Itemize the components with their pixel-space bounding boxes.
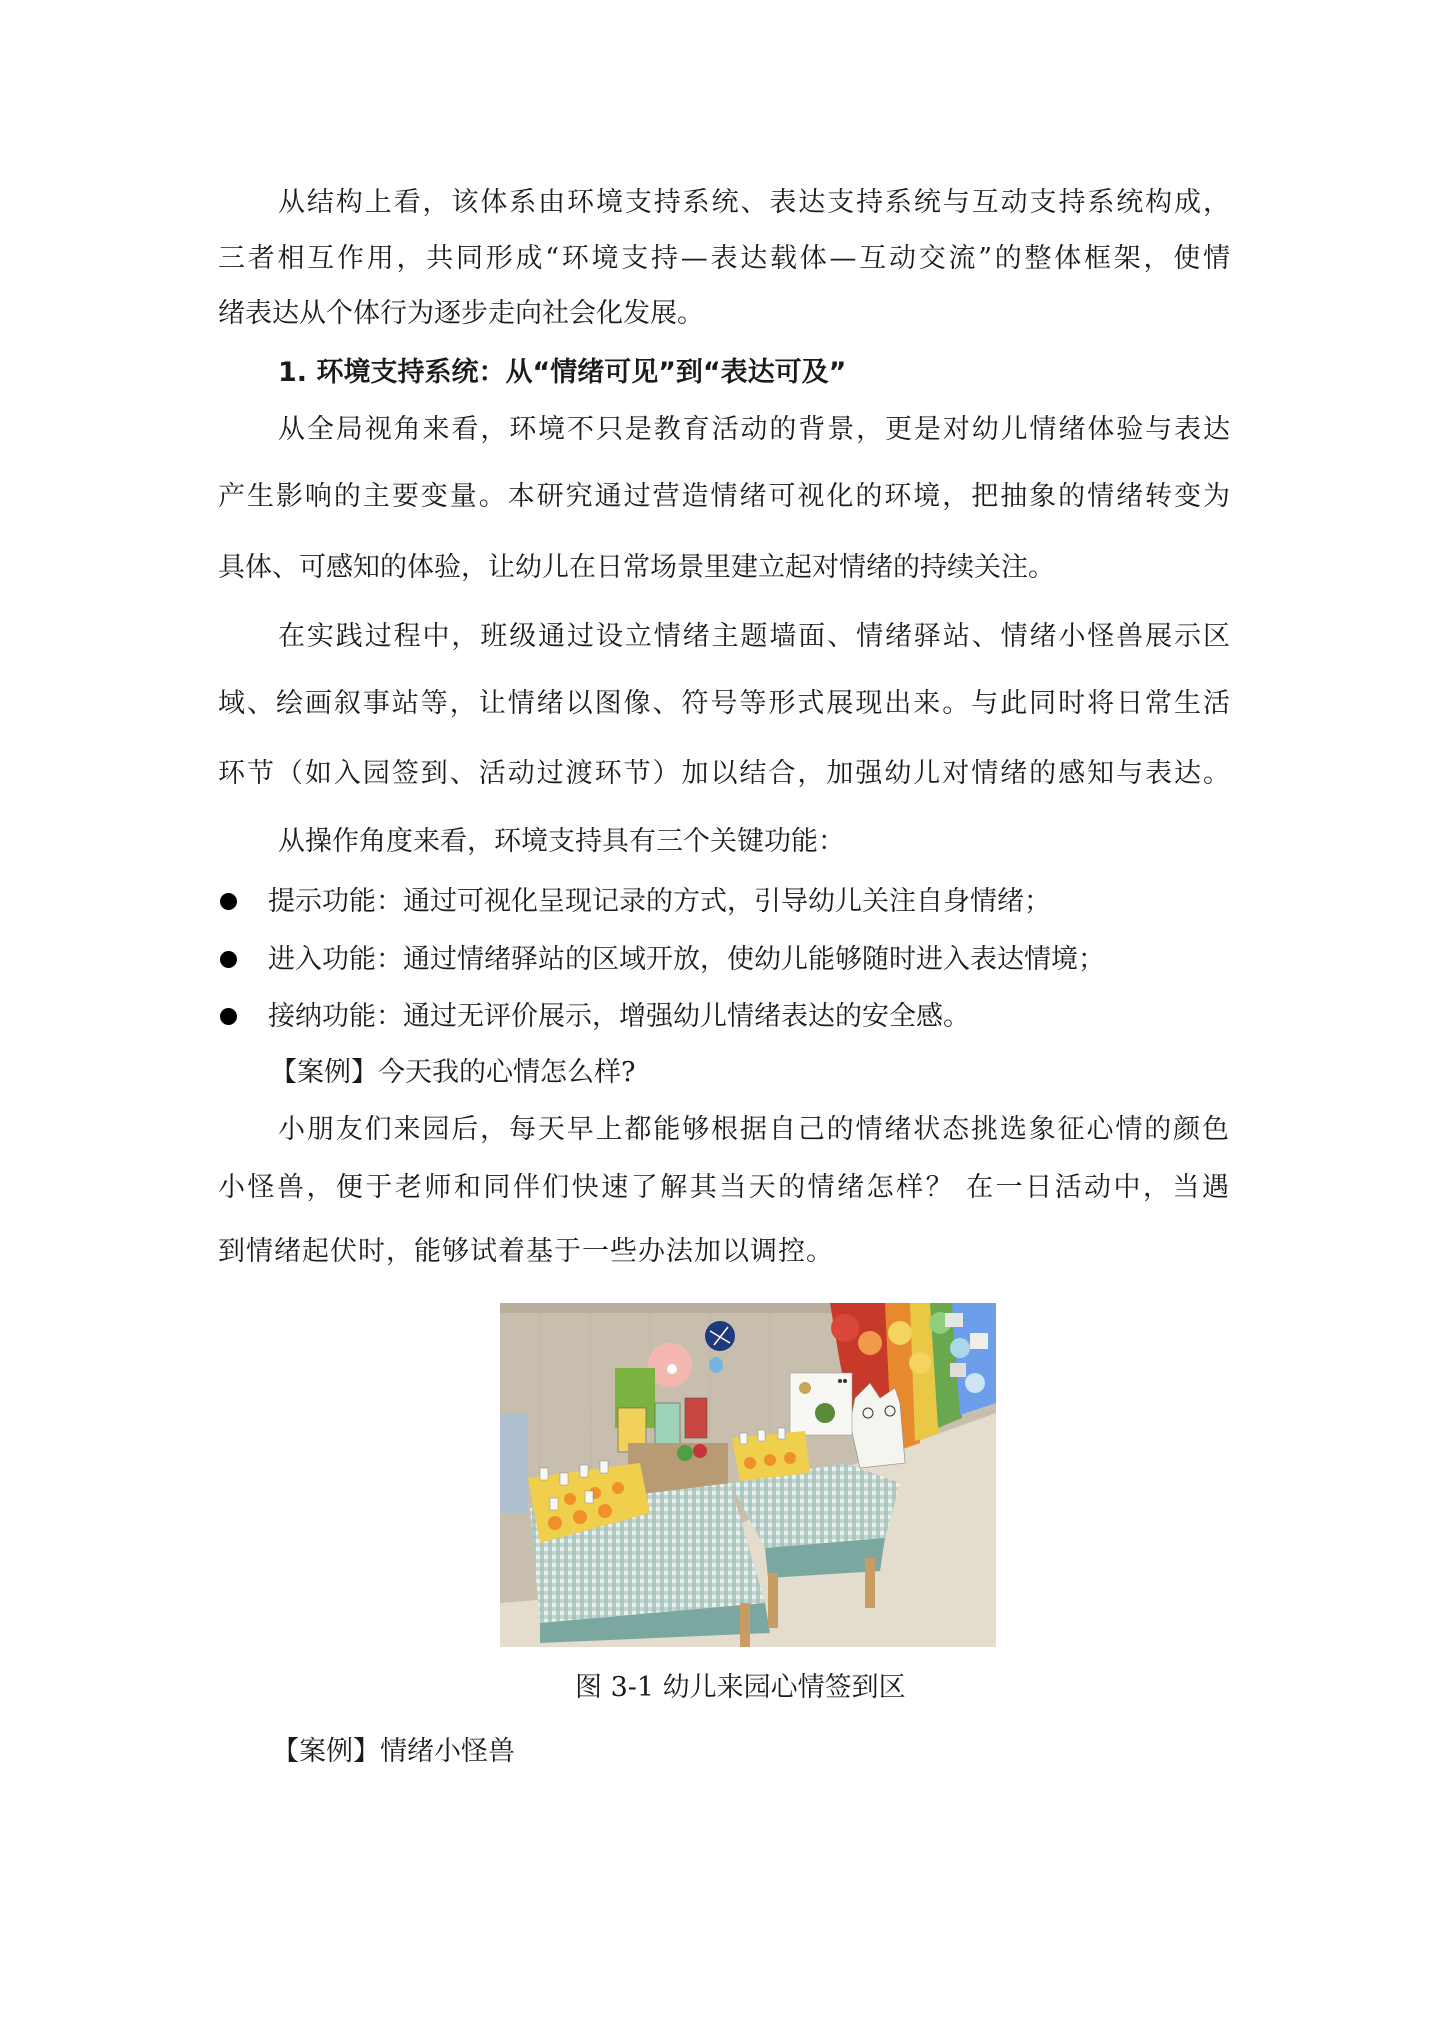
bullet-text: 提示功能：通过可视化呈现记录的方式，引导幼儿关注自身情绪；	[268, 886, 1051, 917]
case-line: 小怪兽，便于老师和同伴们快速了解其当天的情绪怎样？ 在一日活动中，当遇	[218, 1172, 1230, 1203]
case-line: 到情绪起伏时，能够试着基于一些办法加以调控。	[218, 1236, 834, 1267]
bullet-item	[216, 1000, 1230, 1034]
paragraph-line: 具体、可感知的体验，让幼儿在日常场景里建立起对情绪的持续关注。	[218, 552, 1055, 583]
bullet-text: 接纳功能：通过无评价展示，增强幼儿情绪表达的安全感。	[268, 1001, 970, 1032]
figure-photo-mood-checkin-area	[500, 1303, 996, 1647]
paragraph-line: 绪表达从个体行为逐步走向社会化发展。	[218, 298, 704, 329]
paragraph-line: 环节（如入园签到、活动过渡环节）加以结合，加强幼儿对情绪的感知与表达。	[218, 758, 1230, 789]
case-title: 【案例】情绪小怪兽	[272, 1736, 515, 1767]
bullet-dot-icon	[220, 951, 237, 968]
bullet-text: 进入功能：通过情绪驿站的区域开放，使幼儿能够随时进入表达情境；	[268, 944, 1105, 975]
paragraph-line: 从结构上看，该体系由环境支持系统、表达支持系统与互动支持系统构成，	[278, 187, 1230, 218]
paragraph-line: 三者相互作用，共同形成“环境支持—表达载体—互动交流”的整体框架，使情	[218, 243, 1230, 274]
photo-illustration	[500, 1303, 996, 1647]
paragraph-line: 域、绘画叙事站等，让情绪以图像、符号等形式展现出来。与此同时将日常生活	[218, 688, 1230, 719]
paragraph-line: 在实践过程中，班级通过设立情绪主题墙面、情绪驿站、情绪小怪兽展示区	[278, 621, 1230, 652]
bullet-item	[216, 885, 1230, 919]
figure-caption: 图 3-1 幼儿来园心情签到区	[575, 1672, 906, 1703]
case-line: 小朋友们来园后，每天早上都能够根据自己的情绪状态挑选象征心情的颜色	[278, 1114, 1230, 1145]
section-heading: 1. 环境支持系统：从“情绪可见”到“表达可及”	[278, 357, 847, 388]
case-title: 【案例】今天我的心情怎么样?	[270, 1057, 636, 1088]
bullet-dot-icon	[220, 893, 237, 910]
paragraph-line: 从全局视角来看，环境不只是教育活动的背景，更是对幼儿情绪体验与表达	[278, 414, 1230, 445]
bullet-dot-icon	[220, 1008, 237, 1025]
paragraph-line: 产生影响的主要变量。本研究通过营造情绪可视化的环境，把抽象的情绪转变为	[218, 481, 1230, 512]
paragraph-line: 从操作角度来看，环境支持具有三个关键功能：	[278, 826, 845, 857]
bullet-item	[216, 943, 1230, 977]
